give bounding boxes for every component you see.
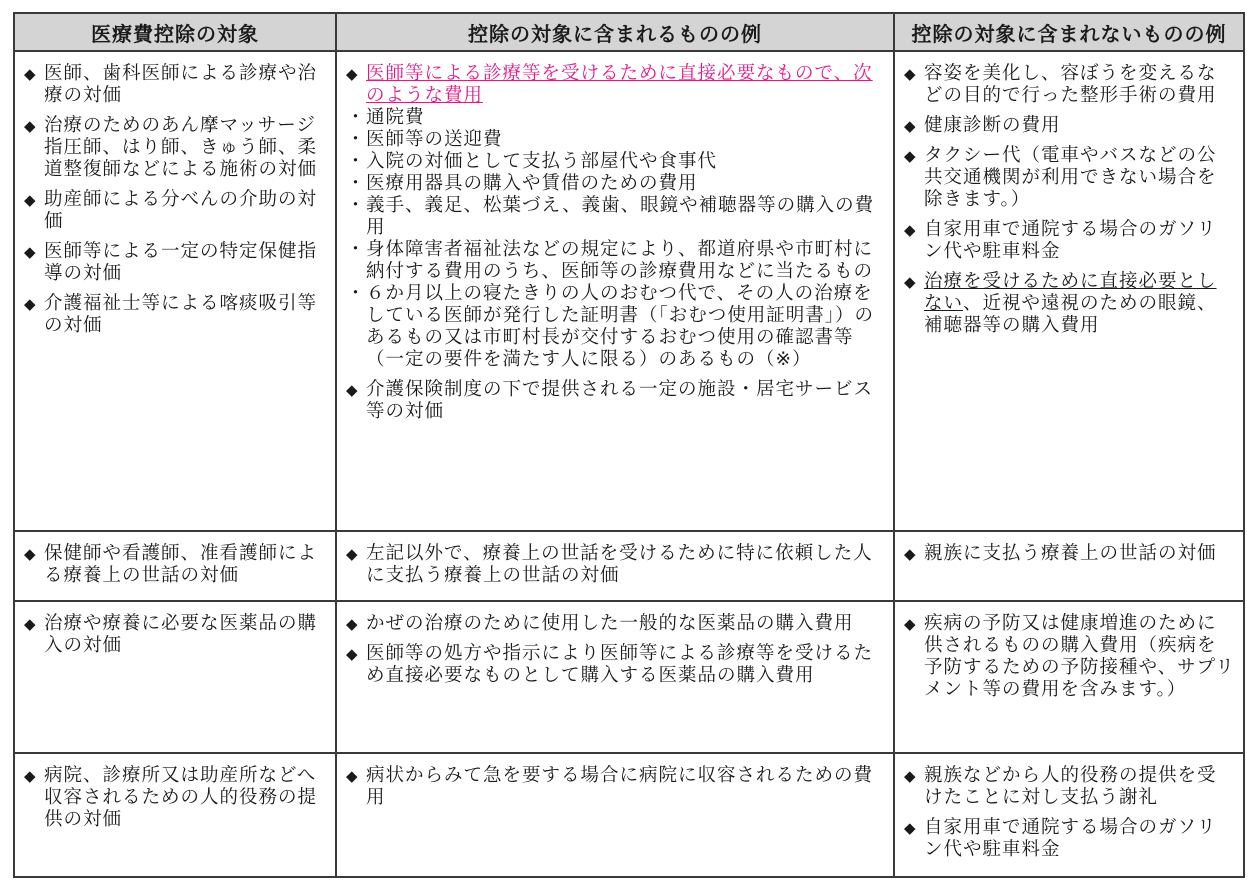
diamond-icon: ◆ <box>904 767 917 785</box>
excluded-cell <box>894 753 1244 877</box>
table-row <box>14 601 1244 753</box>
diamond-icon: ◆ <box>24 545 37 563</box>
list-item: ◆ 介護保険制度の下で提供される一定の施設・居宅サービス等の対価 <box>346 379 874 422</box>
diamond-icon: ◆ <box>904 221 917 239</box>
list-item: ◆ 親族などから人的役務の提供を受けたことに対し支払う謝礼 <box>904 765 1217 808</box>
bullet-icon: ・ <box>346 283 366 304</box>
sub-item: ・ 入院の対価として支払う部屋代や食事代 <box>346 151 718 172</box>
list-item: ◆ 助産師による分べんの介助の対価 <box>24 189 318 232</box>
list-item: ◆ 介護福祉士等による喀痰吸引等の対価 <box>24 293 318 336</box>
target-cell <box>14 531 336 601</box>
list-item: ◆ かぜの治療のために使用した一般的な医薬品の購入費用 <box>346 613 854 634</box>
diamond-icon: ◆ <box>346 545 359 563</box>
target-cell <box>14 601 336 753</box>
table-row <box>14 51 1244 531</box>
table-row <box>14 531 1244 601</box>
list-item: ◆ タクシー代（電車やバスなどの公共交通機関が利用できない場合を除きます。） <box>904 145 1217 210</box>
diamond-icon: ◆ <box>24 191 37 209</box>
bullet-icon: ・ <box>346 107 366 128</box>
target-cell <box>14 753 336 877</box>
excluded-cell <box>894 531 1244 601</box>
bullet-icon: ・ <box>346 239 366 260</box>
diamond-icon: ◆ <box>904 117 917 135</box>
list-item: ◆ 健康診断の費用 <box>904 115 1061 136</box>
diamond-icon: ◆ <box>904 819 917 837</box>
table-row <box>14 753 1244 877</box>
list-item: ◆ 容姿を美化し、容ぼうを変えるなどの目的で行った整形手術の費用 <box>904 63 1217 106</box>
list-item: ◆ 疾病の予防又は健康増進のために供されるものの購入費用（疾病を予防するための予防接種や、サプリメント等の費用を含みます。） <box>904 613 1235 700</box>
list-item: ◆ 医師等による一定の特定保健指導の対価 <box>24 241 318 284</box>
bullet-icon: ・ <box>346 151 366 172</box>
highlighted-lead-text: 医師等による診療等を受けるために直接必要なもので、次のような費用 <box>366 63 873 106</box>
sub-item: ・ 身体障害者福祉法などの規定により、都道府県や市町村に納付する費用のうち、医師等の診療費用などに当たるもの <box>346 239 874 282</box>
header-row <box>14 13 1244 51</box>
list-item: ◆ 治療のためのあん摩マッサージ指圧師、はり師、きゅう師、柔道整復師などによる施術の対価 <box>24 115 318 180</box>
diamond-icon: ◆ <box>346 767 359 785</box>
list-item: ◆ 治療を受けるために直接必要としない、近視や遠視のための眼鏡、補聴器等の購入費用 <box>904 271 1217 336</box>
list-item: ◆ 病院、診療所又は助産所などへ収容されるための人的役務の提供の対価 <box>24 765 318 830</box>
excluded-cell <box>894 51 1244 531</box>
diamond-icon: ◆ <box>904 147 917 165</box>
diamond-icon: ◆ <box>904 615 917 633</box>
sub-item: ・ 医療用器具の購入や賃借のための費用 <box>346 173 698 194</box>
target-cell <box>14 51 336 531</box>
diamond-icon: ◆ <box>346 65 359 83</box>
sub-item: ・ 通院費 <box>346 107 425 128</box>
list-item: ◆ 医師等の処方や指示により医師等による診療等を受けるため直接必要なものとして購入する医薬品の購入費用 <box>346 643 874 686</box>
diamond-icon: ◆ <box>346 381 359 399</box>
list-item: ◆ 病状からみて急を要する場合に病院に収容されるための費用 <box>346 765 874 808</box>
sub-item: ・ 義手、義足、松葉づえ、義歯、眼鏡や補聴器等の購入の費用 <box>346 195 875 238</box>
bullet-icon: ・ <box>346 129 366 150</box>
diamond-icon: ◆ <box>904 65 917 83</box>
diamond-icon: ◆ <box>24 615 37 633</box>
list-item: ◆ 医師、歯科医師による診療や治療の対価 <box>24 63 318 106</box>
list-item <box>346 63 885 107</box>
medical-deduction-table <box>13 12 1245 878</box>
diamond-icon: ◆ <box>24 65 37 83</box>
included-cell <box>336 51 894 531</box>
list-item: ◆ 自家用車で通院する場合のガソリン代や駐車料金 <box>904 219 1217 262</box>
header-excluded: 控除の対象に含まれないものの例 <box>894 13 1244 51</box>
diamond-icon: ◆ <box>24 117 37 135</box>
list-item: ◆ 親族に支払う療養上の世話の対価 <box>904 543 1217 564</box>
list-item: ◆ 左記以外で、療養上の世話を受けるために特に依頼した人に支払う療養上の世話の対価 <box>346 543 873 586</box>
diamond-icon: ◆ <box>904 273 917 291</box>
sub-item: ・ 医師等の送迎費 <box>346 129 503 150</box>
list-item: ◆ 保健師や看護師、准看護師による療養上の世話の対価 <box>24 543 318 586</box>
list-item: ◆ 自家用車で通院する場合のガソリン代や駐車料金 <box>904 817 1217 860</box>
header-included: 控除の対象に含まれるものの例 <box>336 13 894 51</box>
sub-item: ・ ６か月以上の寝たきりの人のおむつ代で、その人の治療をしている医師が発行した証明書（「おむつ使用証明書」）のあるもの又は市町村長が交付するおむつ使用の確認書等（一定の要件を満たす人に限る）のあるもの（※） <box>346 283 875 370</box>
diamond-icon: ◆ <box>346 615 359 633</box>
included-cell <box>336 531 894 601</box>
bullet-icon: ・ <box>346 195 366 216</box>
diamond-icon: ◆ <box>24 243 37 261</box>
underlined-text: 治療を受けるために直接必要としない <box>924 271 1217 314</box>
header-target: 医療費控除の対象 <box>14 13 336 51</box>
included-cell <box>336 753 894 877</box>
bullet-icon: ・ <box>346 173 366 194</box>
diamond-icon: ◆ <box>346 645 359 663</box>
diamond-icon: ◆ <box>24 295 37 313</box>
included-cell <box>336 601 894 753</box>
diamond-icon: ◆ <box>904 545 917 563</box>
excluded-cell <box>894 601 1244 753</box>
diamond-icon: ◆ <box>24 767 37 785</box>
list-item: ◆ 治療や療養に必要な医薬品の購入の対価 <box>24 613 318 656</box>
